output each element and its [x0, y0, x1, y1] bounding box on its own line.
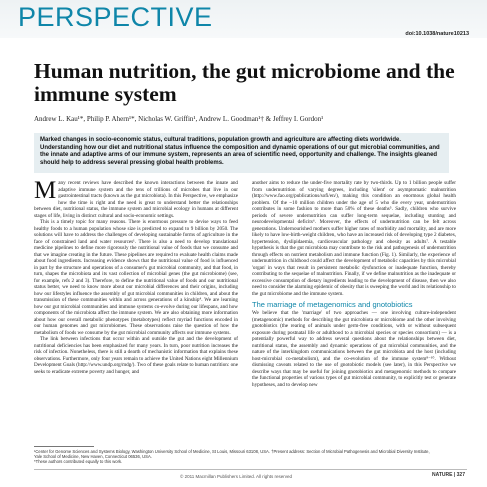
section-heading: The marriage of metagenomics and gnotobiotics	[252, 300, 413, 309]
footnote-divider	[34, 446, 94, 447]
body-paragraph: We believe that the 'marriage' of two approaches — one involving culture-independent (metagenomic) methods for describing the gut microbiota or microbiome and the other involving gnotobiotics (the rearing of animals under germ-free conditions, with or without subsequent exposure during postnatal life or adulthood to a microbial species or species consortium) — is a potentially powerful way to address several questions about the relationships between diet, nutritional status, the assembly and dynamic operations of gut microbial communities, and the nature of the interkingdom communications between the gut microbiota and the host (including host-microbial co-metabolism), and the co-evolution of the immune system⁸⁻¹⁰. Without dismissing caveats related to the use of gnotobiotic models (see later), in this Perspective we describe ways that may be useful for joining gnotobiotics and metagenomic methods to compare the functional properties of various types of gut microbial community, to explicitly test or generate hypotheses, and to develop new	[252, 310, 456, 388]
footer-divider	[34, 469, 467, 470]
copyright-notice: © 2011 Macmillan Publishers Limited. All rights reserved	[180, 474, 293, 479]
doi-label: doi:10.1038/nature10213	[405, 31, 469, 37]
body-paragraph: This is a timely topic for many reasons. There is enormous pressure to devise ways to feed healthy foods to a human population whose size is predicted to expand to 9 billion by 2050. The solutions will have to address the challenges of developing sustainable forms of agriculture in the face of constrained land and water resources¹. There is also a need to develop translational medicine pipelines to define more rigorously the nutritional value of foods that we consume and that we imagine creating in the future. These pipelines are required to evaluate health claims made about food ingredients. Increasing evidence shows that the nutritional value of food is influenced in part by the structure and operations of a consumer's gut microbial community, and that food, in turn, shapes the microbiota and its vast collection of microbial genes (the gut microbiome) (see, for example, refs 2 and 3). Therefore, to define the nutritional value of foods and our nutritional status better, we need to know more about our microbial differences and their origins, including how our lifestyles influence the assembly of gut microbial communities in children, and about the transmission of these communities within and across generations of a kinship⁴. We are learning how our gut microbial communities and immune systems co-evolve during our lifespans, and how components of the microbiota affect the immune system. We are also obtaining more information about how our overall metabolic phenotypes (metabotypes) reflect myriad functions encoded in our human genomes and gut microbiomes. These observations raise the question of how the metabolism of foods we consume by the gut microbial community affects our immune systems.	[34, 219, 238, 336]
equal-contribution-note: *These authors contributed equally to this work.	[34, 459, 123, 465]
article-title: Human nutrition, the gut microbiome and the immune system	[34, 59, 455, 106]
body-column-right	[252, 180, 456, 388]
abstract-box	[34, 133, 449, 173]
body-paragraph: another aims to reduce the under-five mortality rate by two-thirds. Up to 1 billion people suffer from undernutrition of varying degrees, including 'silent' or asymptomatic malnutrition (http://www.fao.org/publications/sofi/en/), making this condition an enormous global health problem. Of the ~10 million children under the age of 5 who die every year, undernutrition contributes in some fashion to more than 50% of these deaths⁵. Sadly, children who survive periods of severe undernutrition can suffer long-term sequelae, including stunting and neurodevelopmental deficits⁶. Moreover, the effects of undernutrition can be felt across generations. Undernourished mothers suffer higher rates of morbidity and mortality, and are more likely to have low-birth-weight children, who have an increased risk of developing type 2 diabetes, hypertension, dyslipidaemia, cardiovascular pathology and obesity as adults⁷. A testable hypothesis is that the gut microbiota may contribute to the risk and pathogenesis of undernutrition through effects on nutrient metabolism and immune function (Fig. 1). Similarly, the experience of undernutrition in childhood could affect the development of metabolic capacities by this microbial 'organ' in ways that result in persistent metabolic dysfunction or inadequate function, thereby contributing to the sequelae of malnutrition. Finally, if we define malnutrition as the inadequate or excessive consumption of dietary ingredients leading to the development of disease, then we also need to consider the alarming epidemic of obesity that is sweeping the world and its relationship to the gut microbiome and the immune system.	[252, 180, 456, 297]
abstract-text: Marked changes in socio-economic status, cultural traditions, population growth and agriculture are affecting diets worldwide. Understanding how our diet and nutritional status influence the composition and dynamic operations of our gut microbial communities, and the innate and adaptive arms of our immune system, represents an area of scientific need, opportunity and challenge. The insights gleaned should help to address several pressing global health problems.	[40, 137, 440, 166]
author-list: Andrew L. Kau¹*, Philip P. Ahern¹*, Nicholas W. Griffin¹, Andrew L. Goodman¹† & Jeffrey I. Gordon¹	[34, 115, 324, 123]
section-label: PERSPECTIVE	[18, 2, 213, 32]
affiliation-note: ¹Center for Genome Sciences and Systems Biology, Washington University School of Medicine, St Louis, Missouri 63108, USA. †Present address: Section of Microbial Pathogenesis and Microbial Diversity Institute, Yale School of Medicine, New Haven, Connecticut 06536, USA.	[34, 449, 430, 460]
footnotes	[34, 449, 434, 465]
body-column-left	[34, 177, 238, 375]
body-paragraph: The link between infections that occur within and outside the gut and the development of nutritional deficiencies has been emphasized for many years. In turn, poor nutrition increases the risk of infection. Nonetheless, there is still a dearth of mechanistic information that explains these observations. Furthermore, only four years remain to achieve the United Nations eight Millennium Development Goals (http://www.undp.org/mdg/). Two of these goals relate to human nutrition: one seeks to eradicate extreme poverty and hunger, and	[34, 336, 238, 375]
paragraph-text: any recent reviews have described the known interactions between the innate and adaptive immune system and the tens of trillions of microbes that live in our gastrointestinal tracts (known as the gut microbiota). In this Perspective, we emphasize how the time is right and the need is great to understand better the relationships between diet, nutritional status, the immune system and microbial ecology in humans at different stages of life, living in distinct cultural and socio-economic settings.	[34, 180, 238, 219]
drop-cap: M	[34, 177, 57, 204]
page-number: NATURE | 327	[432, 472, 465, 478]
body-paragraph	[34, 177, 238, 219]
